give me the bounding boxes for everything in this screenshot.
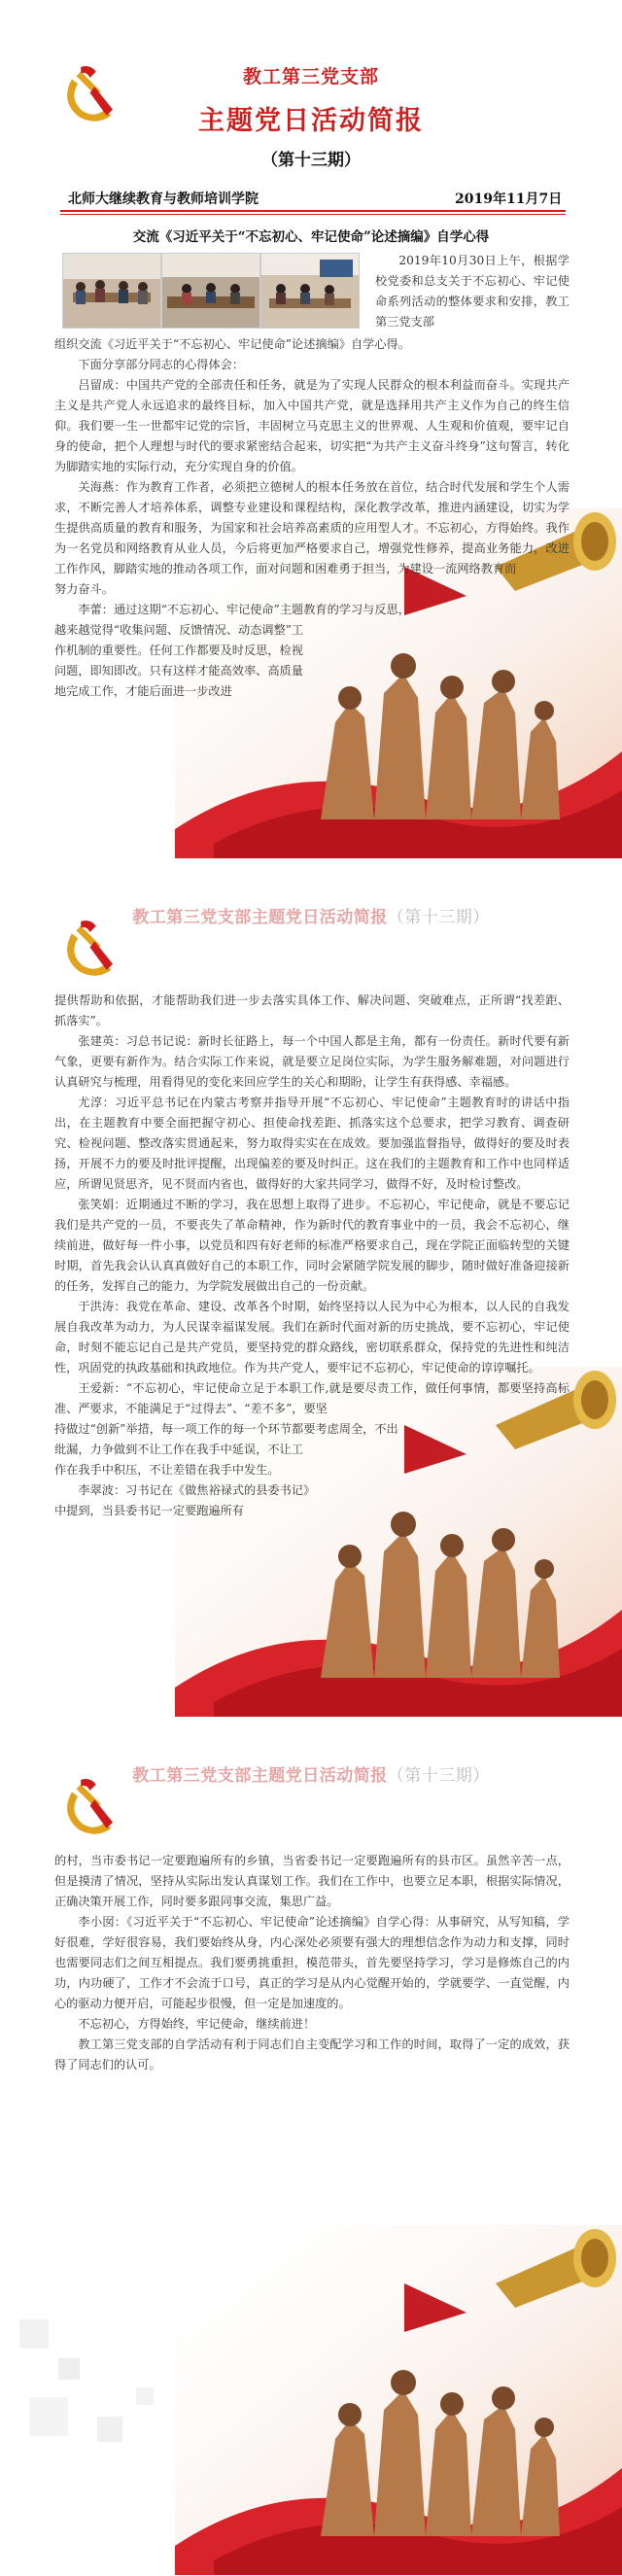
- header-divider-thin: [60, 214, 566, 215]
- monument-decoration: [175, 2225, 622, 2575]
- running-header-issue: （第十三期）: [387, 908, 490, 927]
- header-divider: [60, 210, 566, 212]
- organization-name: 北师大继续教育与教师培训学院: [68, 191, 259, 207]
- paragraph-lilei-line: 作机制的重要性。任何工作都要及时反思，检视: [54, 644, 303, 657]
- running-header-title: 教工第三党支部主题党日活动简报: [132, 908, 388, 927]
- paragraph-lilei-line: 越来越觉得“收集问题、反馈情况、动态调整”工: [54, 623, 304, 637]
- paragraph-zhangxiaojuan: 张笑娟：近期通过不断的学习，我在思想上取得了进步。不忘初心，牢记使命，就是不要忘记我们是共产党的一员，不要丧失了革命精神，作为新时代的教育事业中的一员，我会不忘初心，继续前进，做好每一件小事，以党员和四有好老师的标准严格要求自己，现在学院正面临转型的关键时期，首先我会认认真真做好自己的本职工作，同时会紧随学院发展的脚步，随时做好准备迎接新的任务，发挥自己的能力，为学院发展做出自己的一份贡献。: [54, 1198, 570, 1293]
- article-body: [54, 991, 570, 1521]
- paragraph-lilei-line: 问题，即知即改。只有这样才能高效率、高质量: [54, 664, 303, 678]
- paragraph-guanhaiyan-end: 努力奋斗。: [54, 582, 114, 596]
- running-header-issue: （第十三期）: [387, 1766, 490, 1786]
- issue-number: （第十三期）: [261, 151, 361, 170]
- running-header: [0, 903, 622, 927]
- paragraph-yuhongtao: 于洪涛：我党在革命、建设、改革各个时期，始终坚持以人民为中心为根本，以人民的自我发展自我改革为动力，为人民谋幸福谋发展。我们在新时代面对新的历史挑战，要不忘初心，牢记使命，时刻不能忘记自己是共产党员，要坚持党的群众路线，密切联系群众，保持党的先进性和纯洁性，巩固党的执政基础和执政地位。作为共产党人，要牢记不忘初心，牢记使命的谆谆嘱托。: [54, 1300, 570, 1375]
- closing-slogan: 不忘初心，方得始终，牢记使命，继续前进！: [78, 2017, 316, 2031]
- paragraph-continued: 提供帮助和依据，才能帮助我们进一步去落实具体工作、解决问题、突破难点，正所谓“找差距、抓落实”。: [54, 993, 570, 1027]
- bulletin-title: 主题党日活动简报: [198, 106, 424, 136]
- bulletin-date: 2019年11月7日: [455, 191, 563, 207]
- paragraph-licuibo-line: 中提到，当县委书记一定要跑遍所有: [54, 1504, 244, 1517]
- paragraph-wangaixin: 王爱新：“不忘初心，牢记使命立足于本职工作,就是要尽责工作，做任何事情，都要坚持高标准、严要求，不能满足于“过得去”、“差不多”，要坚: [54, 1381, 570, 1415]
- paragraph-wangaixin-line: 作在我手中积压，不让差错在我手中发生。: [54, 1463, 280, 1477]
- intro-text: 2019年10月30日上午，根据学校党委和总支关于不忘初心、牢记使命系列活动的整体要求和安排，教工第三党支部: [375, 254, 570, 329]
- intro-text-continued: 组织交流《习近平关于“不忘初心、牢记使命”论述摘编》自学心得。: [54, 337, 410, 351]
- article-body: [54, 1851, 570, 2075]
- paragraph-guanhaiyan: 关海燕：作为教育工作者，必须把立德树人的根本任务放在首位，结合时代发展和学生个人需求，不断完善人才培养体系，调整专业建设和课程结构，深化教学改革，推进内涵建设，切实为学生提供高质量的教育和服务，为国家和社会培养高素质的应用型人才。不忘初心，方得始终。我作为一名党员和网络教育从业人员，今后将更加严格要求自己，增强党性修养，提高业务能力，改进工作作风，脚踏实地的推动各项工作，面对问题和困难勇于担当，为建设一流网络教育而: [54, 480, 570, 575]
- running-header-title: 教工第三党支部主题党日活动简报: [132, 1766, 388, 1786]
- paragraph-lilei: 李蕾：通过这期“不忘初心、牢记使命”主题教育的学习与反思，: [78, 603, 410, 616]
- photo-meeting-icon: [161, 253, 260, 329]
- article-title: 交流《习近平关于“不忘初心、牢记使命”论述摘编》自学心得: [132, 229, 490, 245]
- paragraph-youchun: 尤淳：习近平总书记在内蒙古考察并指导开展“不忘初心、牢记使命”主题教育时的讲话中指出，在主题教育中要全面把握守初心、担使命找差距、抓落实这个总要求，把学习教育、调查研究、检视问题、整改落实贯通起来，努力取得实实在在成效。要加强监督指导，做得好的要及时表扬，开展不力的要及时批评提醒，出现偏差的要及时纠正。这在我们的主题教育和工作中也同样适应，所谓见贤思齐，见不贤而内省也，做得好的大家共同学习，做得不好，及时检讨整改。: [54, 1096, 570, 1191]
- paragraph-wangaixin-line: 纰漏，力争做到不让工作在我手中延误，不让工: [54, 1443, 303, 1456]
- photo-meeting-icon: [62, 253, 161, 329]
- intro-paragraph: [375, 251, 570, 332]
- summary-paragraph: 教工第三党支部的自学活动有利于同志们自主变配学习和工作的时间，取得了一定的成效，获得了同志们的认可。: [54, 2037, 570, 2071]
- running-header: [0, 1761, 622, 1786]
- paragraph-lvliucheng: 吕留成：中国共产党的全部责任和任务，就是为了实现人民群众的根本利益而奋斗。实现共产主义是共产党人永远追求的最终目标，加入中国共产党，就是选择用共产主义作为自己的终生信仰。我们要一生一世都牢记党的宗旨，丰固树立马克思主义的世界观、人生观和价值观，要牢记自身的使命，把个人理想与时代的要求紧密结合起来，切实把“为共产主义奋斗终身”这句誓言，转化为脚踏实地的实际行动，充分实现自身的价值。: [54, 378, 570, 473]
- page-2: [0, 858, 622, 1717]
- paragraph-continued: 的村，当市委书记一定要跑遍所有的乡镇，当省委书记一定要跑遍所有的县市区。虽然辛苦一点，但是摸清了情况，坚持从实际出发认真谋划工作。我们在工作中，也要立足本职，根据实际情况，正确决策开展工作，同时要多跟同事交流，集思广益。: [54, 1854, 570, 1908]
- paragraph-licuibo: 李翠波：习书记在《做焦裕禄式的县委书记》: [78, 1483, 316, 1497]
- branch-name: 教工第三党支部: [242, 66, 379, 87]
- article-body: [54, 334, 570, 702]
- paragraph-lilei-line: 地完成工作，才能后面进一步改进: [54, 684, 232, 698]
- page-3: [0, 1717, 622, 2575]
- photo-meeting-icon: [260, 253, 360, 329]
- page-1: [0, 0, 622, 858]
- paragraph-lixiaonan: 李小囡：《习近平关于“不忘初心、牢记使命”论述摘编》自学心得：从事研究，从写知稿，学好很难，学好很容易，我们要始终从身，内心深处必须要有强大的理想信念作为动力和支撑，同时也需要同志们之间互相提点。我们要勇挑重担，模范带头，首先要坚持学习，学习是修炼自己的内功，内功硬了，工作才不会流于口号，真正的学习是从内心觉醒开始的，学就要学、一直觉醒，内心的驱动力便开启，可能起步很慢，但一定是加速度的。: [54, 1915, 570, 2010]
- paragraph-wangaixin-line: 持做过“创新”举措，每一项工作的每一个环节都要考虑周全，不出: [54, 1422, 398, 1436]
- share-intro: 下面分享部分同志的心得体会：: [78, 358, 245, 371]
- paragraph-zhangjianying: 张建英：习总书记说：新时长征路上，每一个中国人都是主角，都有一份责任。新时代要有新气象，更要有新作为。结合实际工作来说，就是要立足岗位实际，为学生服务解难题，对问题进行认真研究与梳理，用看得见的变化来回应学生的关心和期盼，让学生有获得感、幸福感。: [54, 1034, 570, 1089]
